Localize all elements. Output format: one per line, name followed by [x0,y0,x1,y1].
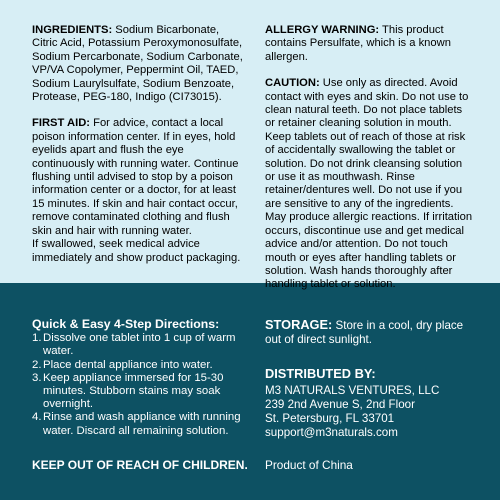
step-text: Dissolve one tablet into 1 cup of warm water. [43,332,236,358]
first-aid-label: FIRST AID: [32,117,91,130]
storage-text: Store in a cool, dry place out of direct sunlight. [265,319,464,347]
distributor-company: M3 NATURALS VENTURES, LLC [265,383,440,397]
direction-step [32,332,247,358]
step-number: 1. [32,332,42,345]
swallowed-paragraph: If swallowed, seek medical advice immediately and show product packaging. [32,238,241,264]
caution-label: CAUTION: [265,77,320,90]
first-aid-paragraph [32,117,244,238]
caution-paragraph [265,77,475,292]
storage-paragraph [265,318,475,347]
step-text: Place dental appliance into water. [43,358,213,371]
keep-out-warning: KEEP OUT OF REACH OF CHILDREN. [32,458,248,472]
ingredients-text: Sodium Bicarbonate, Citric Acid, Potassium Peroxymonosulfate, Sodium Percarbonate, Sodium Carbonate, VP/VA Copolymer, Peppermint Oil, TAED, Sodium Laurylsulfate, Sodium Benzoate, Protease, PEG-180, Indigo (CI73015). [32,24,243,104]
allergy-caution-column [265,24,475,292]
allergy-text: This product contains Persulfate, which is a known allergen. [265,24,451,63]
allergy-paragraph [265,24,475,64]
directions-list [32,332,247,438]
step-number: 4. [32,411,42,424]
direction-step [32,411,247,437]
direction-step [32,372,247,412]
step-text: Rinse and wash appliance with running water. Discard all remaining solution. [43,411,241,437]
ingredients-label: INGREDIENTS: [32,24,113,36]
directions-column [32,318,247,438]
storage-distributor-column [265,318,475,440]
step-number: 2. [32,358,42,371]
direction-step [32,359,247,372]
distributor-email: support@m3naturals.com [265,426,398,440]
storage-label: STORAGE: [265,317,333,332]
step-text: Keep appliance immersed for 15-30 minutes. Stubborn stains may soak overnight. [43,371,224,411]
caution-text: Use only as directed. Avoid contact with eyes and skin. Do not use to clean natural teeth. Do not place tablets or retainer cleaning solution in mouth. Keep tablets out of reach of those at risk of accidentally swallowing the tablet or solution. Do not drink cleansing solution or use it as mouthwash. Rinse retainer/dentures well. Do not use if you are sensitive to any of the ingredients. May produce allergic reactions. If irritation occurs, discontinue use and get medical advice and/or attention. Do not touch mouth or eyes after handling tablets or solution. Wash hands thoroughly after handling tablet or solution. [265,77,473,291]
distributor-address-line2: St. Petersburg, FL 33701 [265,412,395,426]
allergy-label: ALLERGY WARNING: [265,24,380,36]
distributor-title: DISTRIBUTED BY: [265,366,376,382]
directions-title: Quick & Easy 4-Step Directions: [32,317,220,331]
product-origin: Product of China [265,458,353,472]
step-number: 3. [32,371,42,384]
distributor-address-line1: 239 2nd Avenue S, 2nd Floor [265,397,415,411]
first-aid-text: For advice, contact a local poison information center. If in eyes, hold eyelids apart and flush the eye continuously with running water. Continue flushing until advised to stop by a poison information center or a doctor, for at least 15 minutes. If skin and hair contact occur, remove contaminated clothing and flush skin and hair with running water. [32,117,239,237]
ingredients-first-aid-column [32,24,244,265]
ingredients-paragraph [32,24,244,104]
